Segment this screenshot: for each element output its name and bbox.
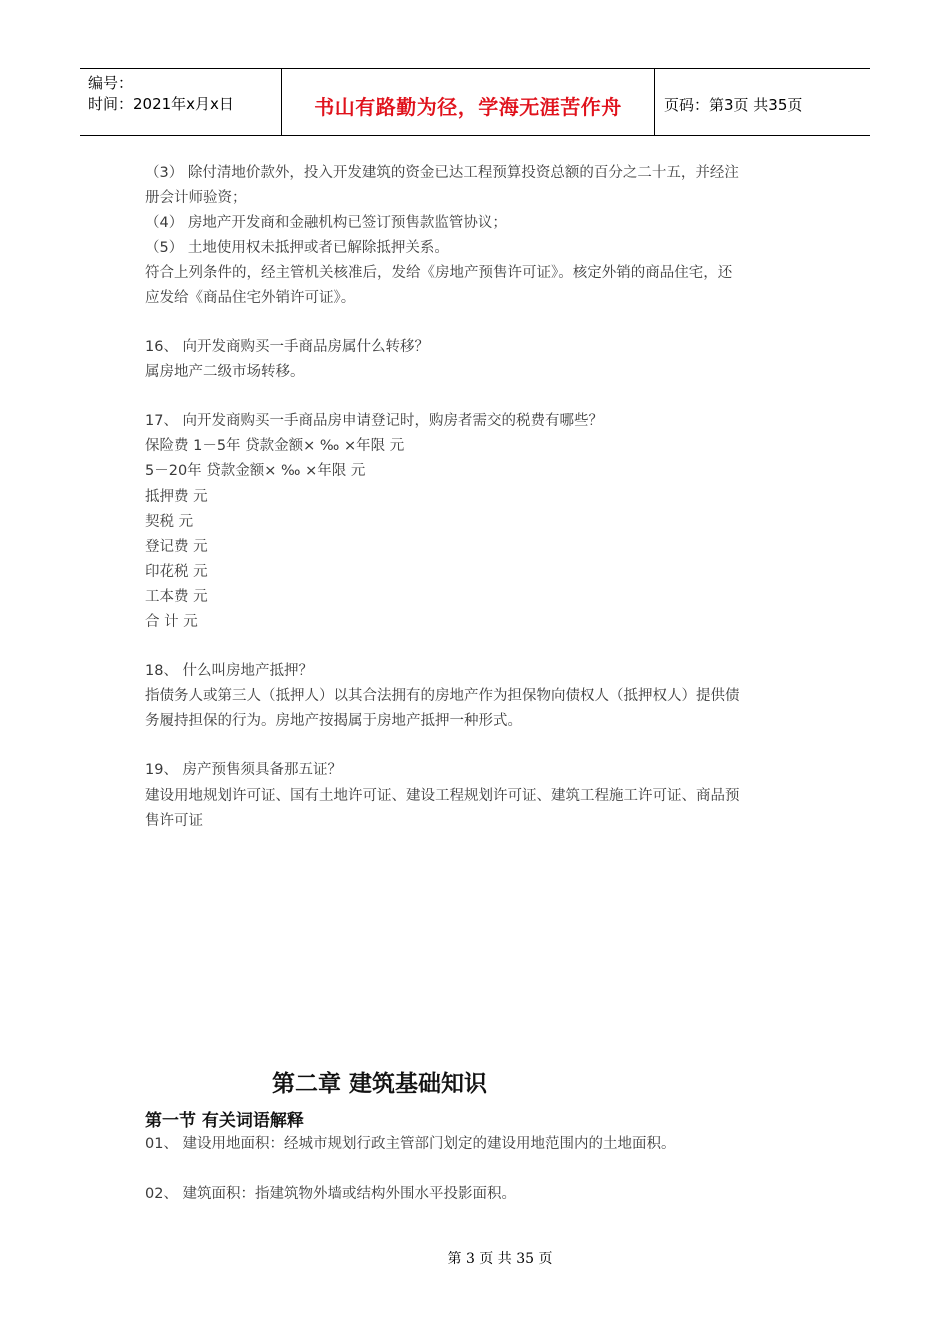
header-time: 时间：2021年x月x日 [88,95,234,113]
question-heading: 18、 什么叫房地产抵押？ [145,663,314,679]
header-page-number: 页码：第3页 共35页 [664,96,803,114]
body-line: 务履持担保的行为。房地产按揭属于房地产抵押一种形式。 [145,713,522,729]
header-divider [654,69,655,135]
fee-line: 工本费 元 [145,589,208,605]
fee-line: 登记费 元 [145,539,208,555]
page-header [80,68,870,136]
question-heading: 16、 向开发商购买一手商品房属什么转移？ [145,339,430,355]
term-definition: 01、 建设用地面积：经城市规划行政主管部门划定的建设用地范围内的土地面积。 [145,1136,676,1152]
fee-line: 保险费 1－5年 贷款金额× ‰ ×年限 元 [145,438,405,454]
section-title: 第一节 有关词语解释 [145,1111,304,1131]
body-line: 符合上列条件的，经主管机关核准后，发给《房地产预售许可证》。核定外销的商品住宅，还 [145,265,733,281]
body-line: 应发给《商品住宅外销许可证》。 [145,290,356,306]
term-definition: 02、 建筑面积：指建筑物外墙或结构外围水平投影面积。 [145,1186,517,1202]
body-line: 册会计师验资； [145,190,247,206]
fee-line: 5－20年 贷款金额× ‰ ×年限 元 [145,463,366,479]
fee-line: 契税 元 [145,514,194,530]
question-heading: 17、 向开发商购买一手商品房申请登记时，购房者需交的税费有哪些？ [145,413,604,429]
header-motto: 书山有路勤为径，学海无涯苦作舟 [314,95,622,119]
header-meta [88,73,234,115]
chapter-title: 第二章 建筑基础知识 [272,1070,488,1097]
header-number: 编号： [88,74,134,92]
fee-total-line: 合 计 元 [145,614,198,630]
question-heading: 19、 房产预售须具备那五证？ [145,762,343,778]
fee-line: 抵押费 元 [145,489,208,505]
page-footer: 第 3 页 共 35 页 [447,1251,553,1267]
body-line: 指债务人或第三人（抵押人）以其合法拥有的房地产作为担保物向债权人（抵押权人）提供债 [145,688,740,704]
body-line: 属房地产二级市场转移。 [145,364,305,380]
body-line: （3） 除付清地价款外，投入开发建筑的资金已达工程预算投资总额的百分之二十五，并经注 [145,165,739,181]
body-line: （4） 房地产开发商和金融机构已签订预售款监管协议； [145,215,507,231]
fee-line: 印花税 元 [145,564,208,580]
body-line: 建设用地规划许可证、国有土地许可证、建设工程规划许可证、建筑工程施工许可证、商品预 [145,788,740,804]
body-line: 售许可证 [145,813,203,829]
body-line: （5） 土地使用权未抵押或者已解除抵押关系。 [145,240,449,256]
